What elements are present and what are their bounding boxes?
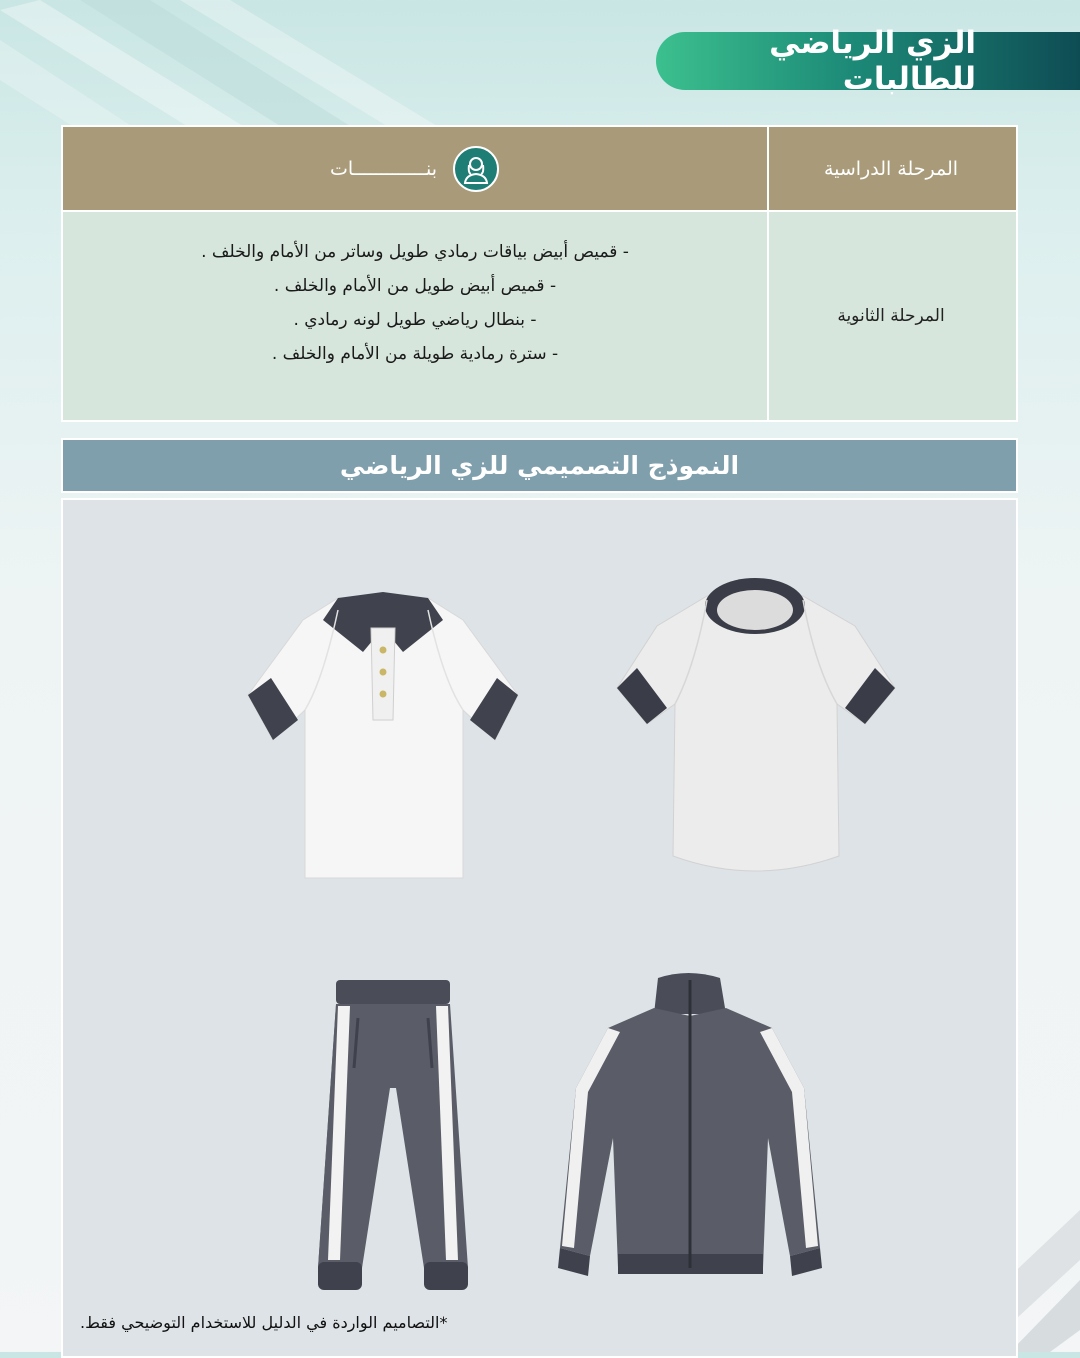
uniform-item: - قميص أبيض بياقات رمادي طويل وساتر من الأمام والخلف . [201, 242, 629, 262]
uniform-item: - قميص أبيض طويل من الأمام والخلف . [273, 276, 557, 296]
table-header-row [63, 127, 1016, 210]
polo-shirt-image [243, 580, 523, 885]
uniform-spec-table [61, 125, 1018, 422]
stage-cell: المرحلة الثانوية [837, 306, 945, 326]
track-pants-image [308, 978, 478, 1293]
header-girls [63, 127, 766, 210]
uniform-item: - سترة رمادية طويلة من الأمام والخلف . [271, 344, 559, 364]
header-stage: المرحلة الدراسية [823, 157, 959, 180]
page-title: الزي الرياضي للطالبات [656, 32, 1080, 90]
table-body-row [63, 212, 1016, 420]
header-girls-label: بنـــــــــــــات [329, 157, 438, 180]
disclaimer-note: *التصاميم الواردة في الدليل للاستخدام التوضيحي فقط. [80, 1313, 448, 1332]
uniform-item: - بنطال رياضي طويل لونه رمادي . [293, 310, 537, 330]
uniform-gallery [61, 498, 1018, 1358]
tshirt-image [615, 576, 897, 888]
track-jacket-image [558, 968, 823, 1293]
girl-icon [453, 146, 499, 192]
column-divider [767, 127, 769, 420]
section-title: النموذج التصميمي للزي الرياضي [61, 438, 1018, 493]
uniform-items [63, 212, 767, 420]
